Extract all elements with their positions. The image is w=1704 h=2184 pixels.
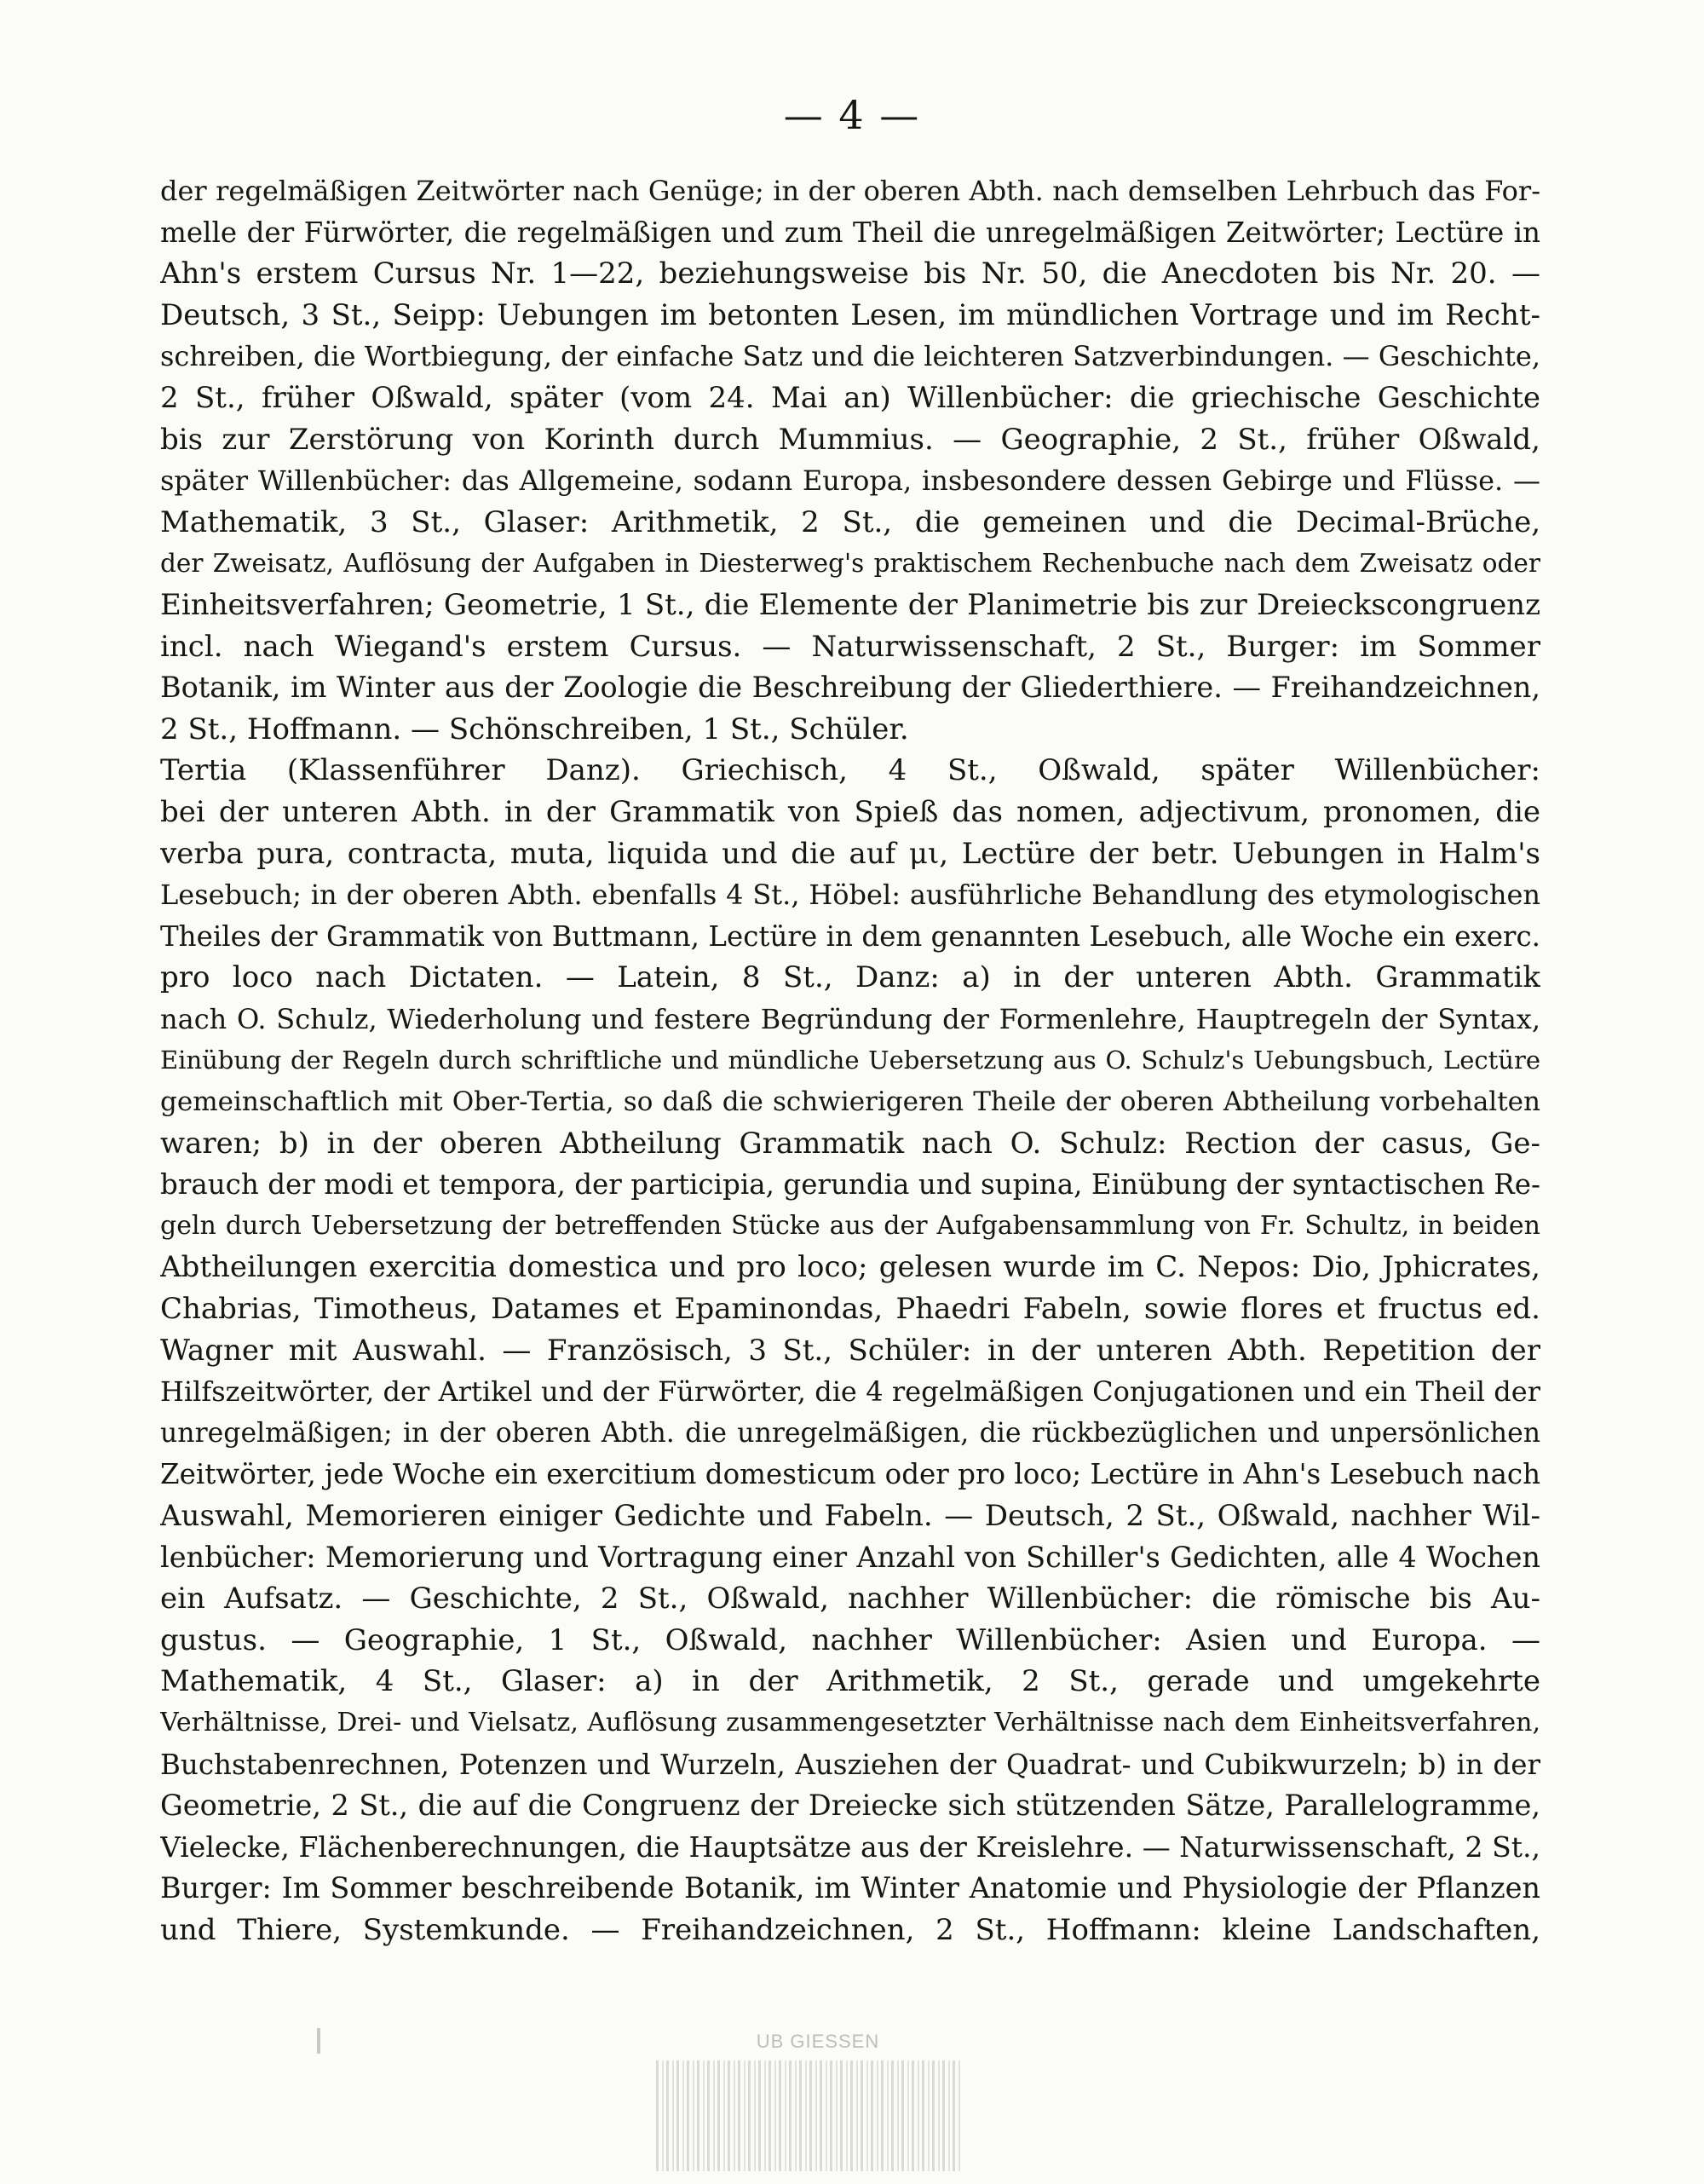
text-line: geln durch Uebersetzung der betreffenden Stücke aus der Aufgabensammlung von Fr. Schultz, in beiden bbox=[160, 1210, 1540, 1241]
text-line: unregelmäßigen; in der oberen Abth. die unregelmäßigen, die rückbezüglichen und unpersönlichen bbox=[160, 1417, 1540, 1449]
text-line: Botanik, im Winter aus der Zoologie die Beschreibung der Gliederthiere. — Freihandzeichnen, bbox=[160, 671, 1540, 705]
text-line: incl. nach Wiegand's erstem Cursus. — Naturwissenschaft, 2 St., Burger: im Sommer bbox=[160, 629, 1540, 664]
text-line: der Zweisatz, Auflösung der Aufgaben in Diesterweg's praktischem Rechenbuche nach dem Zweisatz oder bbox=[160, 549, 1540, 579]
barcode bbox=[656, 2060, 963, 2171]
scan-mark bbox=[317, 2028, 320, 2054]
library-stamp: UB GIESSEN bbox=[756, 2031, 880, 2052]
text-line: melle der Fürwörter, die regelmäßigen und zum Theil die unregelmäßigen Zeitwörter; Lectüre in bbox=[160, 216, 1540, 249]
text-line: später Willenbücher: das Allgemeine, sodann Europa, insbesondere dessen Gebirge und Flüsse. — bbox=[160, 464, 1540, 498]
text-line: Zeitwörter, jede Woche ein exercitium domesticum oder pro loco; Lectüre in Ahn's Lesebuch nach bbox=[160, 1458, 1540, 1491]
text-line: Hilfszeitwörter, der Artikel und der Fürwörter, die 4 regelmäßigen Conjugationen und ein Theil der bbox=[160, 1375, 1540, 1409]
page-number: — 4 — bbox=[783, 92, 921, 138]
text-line: brauch der modi et tempora, der participia, gerundia und supina, Einübung der syntactischen Re- bbox=[160, 1168, 1540, 1201]
text-line: Vielecke, Flächenberechnungen, die Hauptsätze aus der Kreislehre. — Naturwissenschaft, 2 St., bbox=[160, 1830, 1540, 1864]
text-line: pro loco nach Dictaten. — Latein, 8 St., Danz: a) in der unteren Abth. Grammatik bbox=[160, 960, 1540, 995]
text-line: Auswahl, Memorieren einiger Gedichte und Fabeln. — Deutsch, 2 St., Oßwald, nachher Wil- bbox=[160, 1499, 1540, 1533]
text-line: 2 St., früher Oßwald, später (vom 24. Mai an) Willenbücher: die griechische Geschichte bbox=[160, 380, 1540, 415]
text-line: bei der unteren Abth. in der Grammatik von Spieß das nomen, adjectivum, pronomen, die bbox=[160, 794, 1540, 829]
text-line: 2 St., Hoffmann. — Schönschreiben, 1 St., Schüler. bbox=[160, 712, 909, 746]
text-line: Ahn's erstem Cursus Nr. 1—22, beziehungsweise bis Nr. 50, die Anecdoten bis Nr. 20. — bbox=[160, 256, 1540, 291]
text-line: Deutsch, 3 St., Seipp: Uebungen im betonten Lesen, im mündlichen Vortrage und im Recht- bbox=[160, 297, 1540, 332]
text-line: waren; b) in der oberen Abtheilung Grammatik nach O. Schulz: Rection der casus, Ge- bbox=[160, 1126, 1540, 1161]
text-line: Tertia (Klassenführer Danz). Griechisch, 4 St., Oßwald, später Willenbücher: bbox=[160, 753, 1540, 788]
text-line: Lesebuch; in der oberen Abth. ebenfalls 4 St., Höbel: ausführliche Behandlung des etymologischen bbox=[160, 879, 1540, 912]
text-line: lenbücher: Memorierung und Vortragung einer Anzahl von Schiller's Gedichten, alle 4 Wochen bbox=[160, 1540, 1540, 1574]
text-line: Mathematik, 3 St., Glaser: Arithmetik, 2 St., die gemeinen und die Decimal-Brüche, bbox=[160, 504, 1540, 539]
body-text bbox=[160, 170, 1540, 1951]
text-line: Theiles der Grammatik von Buttmann, Lectüre in dem genannten Lesebuch, alle Woche ein exerc. bbox=[160, 919, 1540, 953]
text-line: verba pura, contracta, muta, liquida und die auf μι, Lectüre der betr. Uebungen in Halm's bbox=[160, 836, 1540, 871]
text-line: Einheitsverfahren; Geometrie, 1 St., die Elemente der Planimetrie bis zur Dreieckscongruenz bbox=[160, 587, 1540, 622]
text-line: und Thiere, Systemkunde. — Freihandzeichnen, 2 St., Hoffmann: kleine Landschaften, bbox=[160, 1912, 1540, 1947]
text-line: Wagner mit Auswahl. — Französisch, 3 St., Schüler: in der unteren Abth. Repetition der bbox=[160, 1333, 1540, 1368]
text-line: Chabrias, Timotheus, Datames et Epaminondas, Phaedri Fabeln, sowie flores et fructus ed. bbox=[160, 1292, 1540, 1327]
text-line: Einübung der Regeln durch schriftliche und mündliche Uebersetzung aus O. Schulz's Uebungsbuch, Lectüre bbox=[160, 1046, 1540, 1075]
text-line: ein Aufsatz. — Geschichte, 2 St., Oßwald, nachher Willenbücher: die römische bis Au- bbox=[160, 1582, 1540, 1616]
text-line: Mathematik, 4 St., Glaser: a) in der Arithmetik, 2 St., gerade und umgekehrte bbox=[160, 1664, 1540, 1699]
text-line: Verhältnisse, Drei- und Vielsatz, Auflösung zusammengesetzter Verhältnisse nach dem Einheitsverfahren, bbox=[160, 1707, 1540, 1737]
text-line: Abtheilungen exercitia domestica und pro loco; gelesen wurde im C. Nepos: Dio, Jphicrates, bbox=[160, 1250, 1540, 1285]
text-line: Burger: Im Sommer beschreibende Botanik, im Winter Anatomie und Physiologie der Pflanzen bbox=[160, 1871, 1540, 1905]
text-line: gemeinschaftlich mit Ober-Tertia, so daß die schwierigeren Theile der oberen Abtheilung vorbehalten bbox=[160, 1086, 1540, 1118]
text-line: der regelmäßigen Zeitwörter nach Genüge; in der oberen Abth. nach demselben Lehrbuch das For- bbox=[160, 175, 1540, 207]
text-line: schreiben, die Wortbiegung, der einfache Satz und die leichteren Satzverbindungen. — Geschichte, bbox=[160, 340, 1540, 373]
text-line: bis zur Zerstörung von Korinth durch Mummius. — Geographie, 2 St., früher Oßwald, bbox=[160, 422, 1540, 457]
text-line: nach O. Schulz, Wiederholung und festere Begründung der Formenlehre, Hauptregeln der Syntax, bbox=[160, 1002, 1540, 1035]
text-line: Buchstabenrechnen, Potenzen und Wurzeln, Ausziehen der Quadrat- und Cubikwurzeln; b) in der bbox=[160, 1748, 1540, 1781]
text-line: gustus. — Geographie, 1 St., Oßwald, nachher Willenbücher: Asien und Europa. — bbox=[160, 1622, 1540, 1657]
text-line: Geometrie, 2 St., die auf die Congruenz der Dreiecke sich stützenden Sätze, Parallelogramme, bbox=[160, 1789, 1540, 1823]
